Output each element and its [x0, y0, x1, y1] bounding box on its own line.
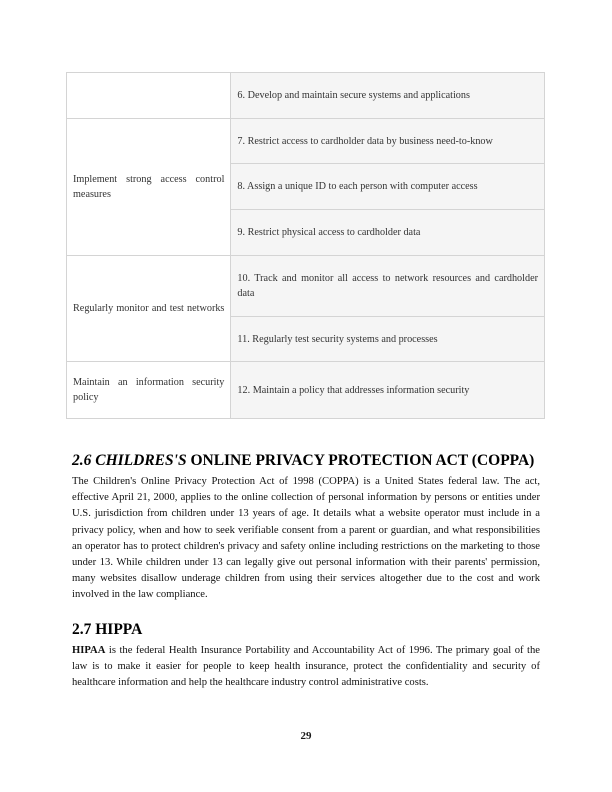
hipaa-body: is the federal Health Insurance Portability and Accountability Act of 1996. The primary goal of the law is to make it easier for people to keep health insurance, protect the confidentiality and security of healthcare information and help the healthcare industry control administrative costs. — [72, 645, 540, 689]
coppa-heading — [72, 452, 534, 470]
goal-cell: Implement strong access control measures — [67, 119, 231, 256]
goal-cell: Regularly monitor and test networks — [67, 256, 231, 362]
requirement-cell: 12. Maintain a policy that addresses information security — [231, 362, 545, 419]
requirement-cell: 9. Restrict physical access to cardholder data — [231, 210, 545, 256]
coppa-heading-number: 2.6 — [72, 452, 92, 469]
goal-cell: Maintain an information security policy — [67, 362, 231, 419]
requirement-cell: 7. Restrict access to cardholder data by business need-to-know — [231, 119, 545, 164]
goal-cell-empty — [67, 73, 231, 119]
requirement-cell: 11. Regularly test security systems and processes — [231, 317, 545, 362]
requirement-cell: 6. Develop and maintain secure systems and applications — [231, 73, 545, 119]
coppa-paragraph: The Children's Online Privacy Protection Act of 1998 (COPPA) is a United States federal law. The act, effective April 21, 2000, applies to the online collection of personal information by persons or entities under U.S. jurisdiction from children under 13 years of age. It details what a website operator must include in a privacy policy, when and how to seek verifiable consent from a parent or guardian, and what responsibilities an operator has to protect children's privacy and safety online including restrictions on the marketing to those under 13. While children under 13 can legally give out personal information with their parents' permission, many websites disallow underage children from using their services altogether due to the cost and work involved in the law compliance. — [72, 476, 540, 601]
hipaa-lead: HIPAA — [72, 645, 106, 656]
pci-requirements-table — [66, 72, 545, 419]
coppa-heading-italic: CHILDRES'S — [95, 452, 187, 469]
page-number: 29 — [300, 730, 312, 742]
coppa-heading-title: ONLINE PRIVACY PROTECTION ACT (COPPA) — [190, 452, 535, 469]
hipaa-heading: 2.7 HIPPA — [72, 621, 143, 638]
requirement-cell: 8. Assign a unique ID to each person with computer access — [231, 164, 545, 210]
requirement-cell: 10. Track and monitor all access to network resources and cardholder data — [231, 256, 545, 317]
hipaa-paragraph — [72, 643, 540, 692]
